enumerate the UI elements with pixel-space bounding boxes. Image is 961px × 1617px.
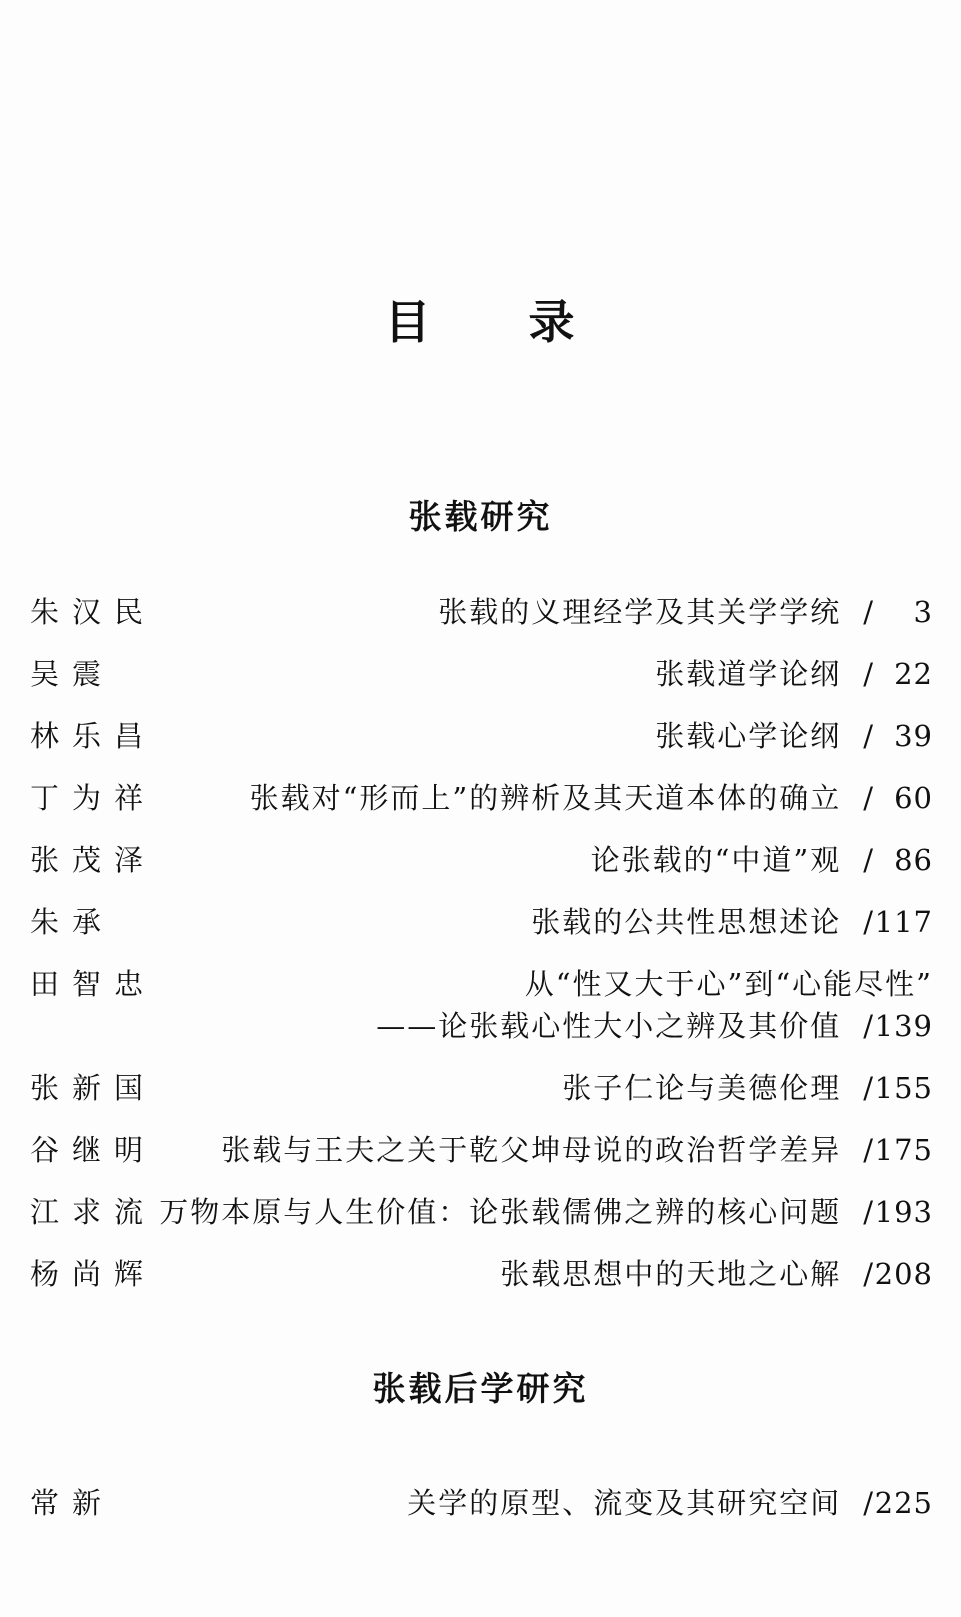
entry-page-number: 155 [874,1071,933,1105]
entry-right [114,906,933,938]
toc-entry [30,658,933,690]
toc-entry [30,1258,933,1290]
entry-page-number: 3 [913,595,933,629]
section-heading: 张载后学研究 [372,1369,589,1408]
page-separator-slash: / [863,1257,873,1291]
page-separator-slash: / [863,905,873,939]
entry-title: 张载思想中的天地之心解 [500,1257,842,1291]
entry-title: 关学的原型、流变及其研究空间 [407,1486,842,1520]
toc-entry [30,906,933,938]
entry-list [0,1487,961,1519]
toc-entry [30,1072,933,1104]
entry-author: 朱汉民 [30,595,157,629]
entry-page-number: 86 [894,843,933,877]
entry-author: 张新国 [30,1071,157,1105]
entry-page-number: 22 [894,657,933,691]
page-separator-slash: / [863,595,873,629]
entry-list [0,596,961,1290]
entry-title: 张子仁论与美德伦理 [562,1071,842,1105]
entry-page-number: 117 [874,905,933,939]
section-heading: 张载研究 [408,497,553,536]
toc-entry [30,1196,933,1228]
section-zhangzai-later-scholars [0,1369,961,1549]
entry-right [156,968,933,1042]
entry-right [156,720,933,752]
entry-title: 张载心学论纲 [655,719,842,753]
toc-entry [30,720,933,752]
page-separator-slash: / [863,1486,873,1520]
entry-subtitle: ——论张载心性大小之辨及其价值 [376,1009,842,1043]
toc-entry [30,1487,933,1519]
entry-right [156,1196,933,1228]
entry-title: 张载的公共性思想述论 [531,905,842,939]
page-separator-slash: / [863,843,873,877]
entry-page-number: 225 [874,1486,933,1520]
entry-title: 从“性又大于心”到“心能尽性” [524,967,933,1001]
entry-author: 吴震 [30,657,115,691]
entry-right [156,596,933,628]
page-separator-slash: / [863,719,873,753]
entry-page-number: 175 [874,1133,933,1167]
entry-author: 张茂泽 [30,843,157,877]
entry-page-number: 208 [874,1257,933,1291]
entry-title: 张载对“形而上”的辨析及其天道本体的确立 [249,781,842,815]
entry-author: 谷继明 [30,1133,157,1167]
page-separator-slash: / [863,1133,873,1167]
entry-right [114,1487,933,1519]
page-separator-slash: / [863,1009,873,1043]
entry-author: 常新 [30,1486,115,1520]
entry-page-number: 139 [874,1009,933,1043]
toc-entry [30,596,933,628]
entry-page-number: 60 [894,781,933,815]
entry-title: 张载与王夫之关于乾父坤母说的政治哲学差异 [221,1133,842,1167]
toc-entry-two-line [30,968,933,1042]
entry-subtitle-line [156,1010,933,1042]
entry-right [156,1072,933,1104]
entry-title: 张载的义理经学及其关学学统 [438,595,842,629]
page-separator-slash: / [863,657,873,691]
entry-author: 林乐昌 [30,719,157,753]
page-title: 目 录 [384,295,577,349]
entry-title: 张载道学论纲 [655,657,842,691]
page-separator-slash: / [863,781,873,815]
entry-author: 田智忠 [30,967,157,1001]
entry-page-number: 39 [894,719,933,753]
toc-entry [30,782,933,814]
page-separator-slash: / [863,1195,873,1229]
entry-author: 丁为祥 [30,781,157,815]
entry-right [156,782,933,814]
entry-right [114,658,933,690]
entry-title: 万物本原与人生价值：论张载儒佛之辨的核心问题 [159,1195,842,1229]
entry-author: 朱承 [30,905,115,939]
entry-title: 论张载的“中道”观 [590,843,842,877]
entry-author: 江求流 [30,1195,157,1229]
page-separator-slash: / [863,1071,873,1105]
entry-author: 杨尚辉 [30,1257,157,1291]
entry-right [156,844,933,876]
entry-page-number: 193 [874,1195,933,1229]
entry-right [156,1134,933,1166]
entry-right [156,1258,933,1290]
toc-entry [30,844,933,876]
section-zhangzai-research [0,497,961,1320]
toc-entry [30,1134,933,1166]
